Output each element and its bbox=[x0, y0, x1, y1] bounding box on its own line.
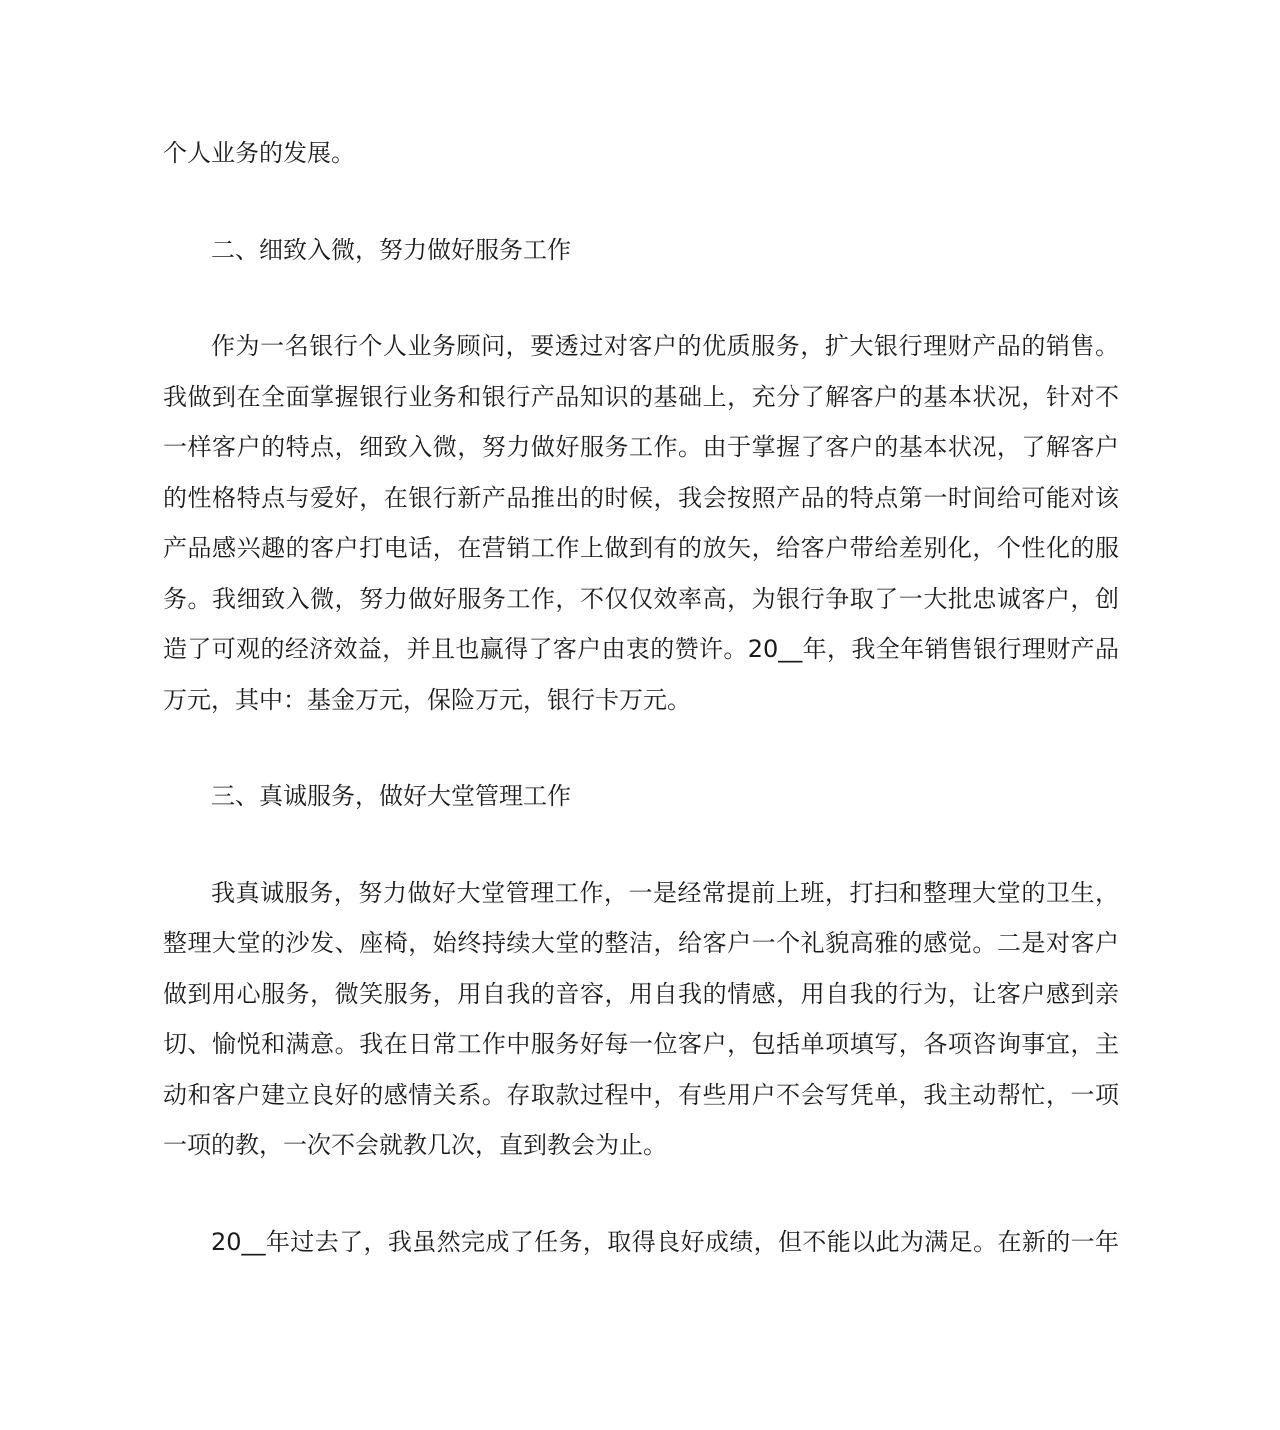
paragraph-gap bbox=[163, 275, 1119, 321]
paragraph-gap bbox=[163, 725, 1119, 771]
paragraph-line: 的性格特点与爱好，在银行新产品推出的时候，我会按照产品的特点第一时间给可能对该 bbox=[163, 483, 1119, 512]
paragraph-gap bbox=[163, 822, 1119, 868]
paragraph-line: 20__年过去了，我虽然完成了任务，取得良好成绩，但不能以此为满足。在新的一年 bbox=[211, 1227, 1119, 1256]
paragraph-line: 个人业务的发展。 bbox=[163, 139, 355, 167]
section-2-paragraph bbox=[163, 321, 1119, 725]
paragraph-line: 作为一名银行个人业务顾问，要透过对客户的优质服务，扩大银行理财产品的销售。 bbox=[211, 332, 1119, 360]
paragraph-line: 产品感兴趣的客户打电话，在营销工作上做到有的放矢，给客户带给差别化，个性化的服 bbox=[163, 534, 1119, 562]
paragraph-gap bbox=[163, 1171, 1119, 1217]
paragraph-line: 造了可观的经济效益，并且也赢得了客户由衷的赞许。20__年，我全年销售银行理财产品 bbox=[163, 635, 1119, 663]
paragraph-line: 一项的教，一次不会就教几次，直到教会为止。 bbox=[163, 1131, 667, 1159]
paragraph-line: 动和客户建立良好的感情关系。存取款过程中，有些用户不会写凭单，我主动帮忙，一项 bbox=[163, 1080, 1119, 1109]
paragraph-line: 整理大堂的沙发、座椅，始终持续大堂的整洁，给客户一个礼貌高雅的感觉。二是对客户 bbox=[163, 929, 1119, 957]
paragraph-line: 做到用心服务，微笑服务，用自我的音容，用自我的情感，用自我的行为，让客户感到亲 bbox=[163, 979, 1119, 1008]
paragraph-line: 我做到在全面掌握银行业务和银行产品知识的基础上，充分了解客户的基本状况，针对不 bbox=[163, 382, 1119, 411]
section-heading: 三、真诚服务，做好大堂管理工作 bbox=[211, 782, 571, 810]
paragraph-line: 我真诚服务，努力做好大堂管理工作，一是经常提前上班，打扫和整理大堂的卫生， bbox=[211, 878, 1119, 907]
closing-paragraph bbox=[163, 1217, 1119, 1268]
section-heading: 二、细致入微，努力做好服务工作 bbox=[211, 235, 571, 264]
paragraph-line: 一样客户的特点，细致入微，努力做好服务工作。由于掌握了客户的基本状况，了解客户 bbox=[163, 433, 1119, 461]
paragraph-line: 切、愉悦和满意。我在日常工作中服务好每一位客户，包括单项填写，各项咨询事宜，主 bbox=[163, 1030, 1119, 1058]
paragraph-line: 万元，其中：基金万元，保险万元，银行卡万元。 bbox=[163, 685, 691, 714]
paragraph-line: 务。我细致入微，努力做好服务工作，不仅仅效率高，为银行争取了一大批忠诚客户，创 bbox=[163, 584, 1119, 613]
paragraph-gap bbox=[163, 179, 1119, 225]
section-3-paragraph bbox=[163, 868, 1119, 1171]
document-page bbox=[163, 128, 1119, 1267]
